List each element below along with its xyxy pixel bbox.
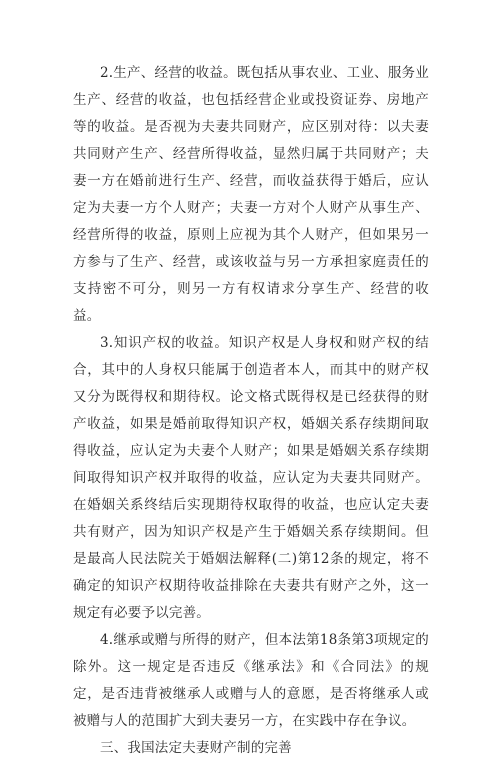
paragraph-intellectual-property: 3.知识产权的收益。知识产权是人身权和财产权的结合，其中的人身权只能属于创造者本人，而其中的财产权又分为既得权和期待权。论文格式既得权是已经获得的财产收益，如果是婚前取得知识产权，婚姻关系存续期间取得收益，应认定为夫妻个人财产；如果是婚姻关系存续期间取得知识产权并取得的收益，应认定为夫妻共同财产。在婚姻关系终结后实现期待权取得的收益，也应认定夫妻共有财产，因为知识产权是产生于婚姻关系存续期间。但是最高人民法院关于婚姻法解释(二)第12条的规定，将不确定的知识产权期待收益排除在夫妻共有财产之外，这一规定有必要予以完善。: [73, 335, 429, 621]
paragraph-inheritance-gift: 4.继承或赠与所得的财产，但本法第18条第3项规定的除外。这一规定是否违反《继承法》和《合同法》的规定，是否违背被继承人或赠与人的意愿，是否将继承人或被赠与人的范围扩大到夫妻另一方，在实践中存在争议。: [73, 632, 429, 729]
document-body: [73, 60, 429, 762]
paragraph-production-income: 2.生产、经营的收益。既包括从事农业、工业、服务业生产、经营的收益，也包括经营企业或投资证券、房地产等的收益。是否视为夫妻共同财产，应区别对待：以夫妻共同财产生产、经营所得收益，显然归属于共同财产；夫妻一方在婚前进行生产、经营，而收益获得于婚后，应认定为夫妻一方个人财产；夫妻一方对个人财产从事生产、经营所得的收益，原则上应视为其个人财产，但如果另一方参与了生产、经营，或该收益与另一方承担家庭责任的支持密不可分，则另一方有权请求分享生产、经营的收益。: [73, 65, 429, 324]
section-heading: 三、我国法定夫妻财产制的完善: [100, 740, 292, 756]
